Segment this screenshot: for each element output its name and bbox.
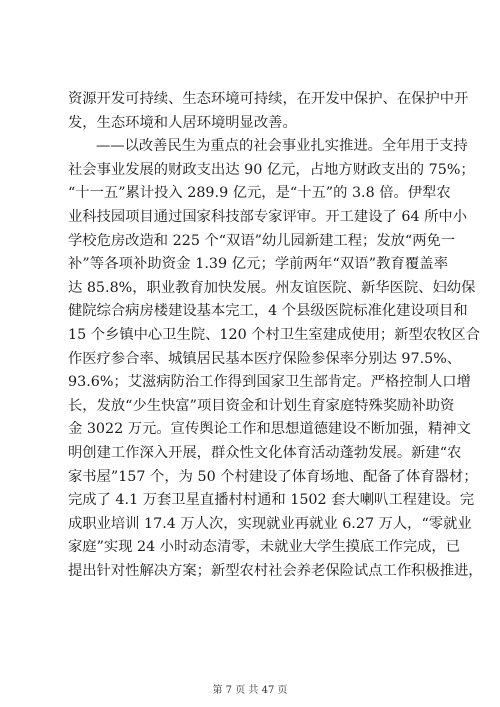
page-footer: 第 7 页 共 47 页 [212,685,288,696]
text-line: 提出针对性解决方案；新型农村社会养老保险试点工作积极推进， [68,562,483,579]
body-text [68,88,483,583]
text-line: 发，生态环境和人居环境明显改善。 [68,114,297,131]
text-line: 成职业培训 17.4 万人次，实现就业再就业 6.27 万人，“零就业 [68,515,472,532]
text-line: 家书屋”157 个，为 50 个村建设了体育场地、配备了体育器材； [68,468,478,485]
text-line: 社会事业发展的财政支出达 90 亿元，占地方财政支出的 75%； [68,161,475,178]
text-line: 15 个乡镇中心卫生院、120 个村卫生室建成使用；新型农牧区合 [68,326,480,343]
paragraph-first-line: ——以改善民生为重点的社会事业扎实推进。全年用于支持 [96,138,468,155]
text-line: 家庭”实现 24 小时动态清零，未就业大学生摸底工作完成，已 [68,539,461,556]
text-line: 完成了 4.1 万套卫星直播村村通和 1502 套大喇叭工程建设。完 [68,492,475,509]
text-line: 补”等各项补助资金 1.39 亿元；学前两年“双语”教育覆盖率 [68,256,448,273]
text-line: 长，发放“少生快富”项目资金和计划生育家庭特殊奖励补助资 [68,397,455,414]
text-line: 93.6%；艾滋病防治工作得到国家卫生部肯定。严格控制人口增 [68,374,471,391]
text-line: 学校危房改造和 225 个“双语”幼儿园新建工程；发放“两免一 [68,232,456,249]
text-line: 明创建工作深入开展，群众性文化体育活动蓬勃发展。新建“农 [68,444,462,461]
text-line: 资源开发可持续、生态环境可持续，在开发中保护、在保护中开 [68,91,469,107]
text-line: 作医疗参合率、城镇居民基本医疗保险参保率分别达 97.5%、 [68,350,462,367]
text-line: 健院综合病房楼建设基本完工，4 个县级医院标准化建设项目和 [68,303,468,320]
text-line: 业科技园项目通过国家科技部专家评审。开工建设了 64 所中小 [68,208,467,225]
text-line: 达 85.8%，职业教育加快发展。州友谊医院、新华医院、妇幼保 [68,279,476,296]
text-line: 金 3022 万元。宣传舆论工作和思想道德建设不断加强，精神文 [68,421,471,438]
text-line: “十一五”累计投入 289.9 亿元，是“十五”的 3.8 倍。伊犁农 [68,185,451,202]
